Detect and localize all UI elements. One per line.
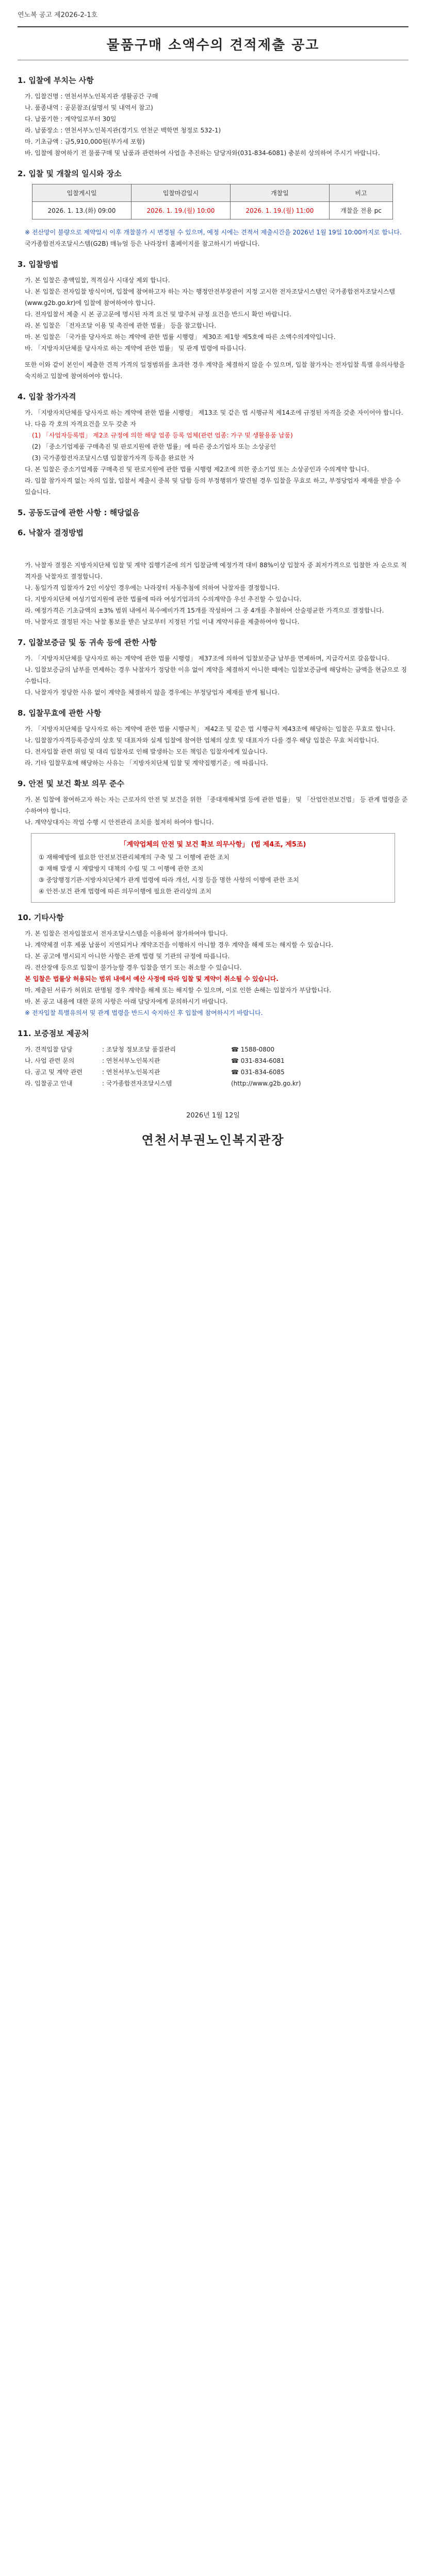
s10-item: 바. 본 공고 내용에 대한 문의 사항은 아래 담당자에게 문의하시기 바랍니다. bbox=[25, 998, 228, 1005]
s4-item: (1) 「사업자등록법」 제2조 규정에 의한 해당 업종 등록 업체(관련 업종: 가구 및 생활용품 납품) bbox=[32, 432, 293, 439]
section-1 bbox=[18, 75, 408, 159]
section-2 bbox=[18, 168, 408, 249]
s6-item: 가. 낙찰자 결정은 지방자치단체 입찰 및 계약 집행기준에 의거 입찰금액 예정가격 대비 88%이상 입찰자 중 최저가격으로 입찰한 자 순으로 적격자를 낙찰자로 결정합니다. bbox=[25, 562, 407, 580]
contact-key: 나. 사업 관련 문의 bbox=[25, 1057, 75, 1064]
s8-item: 가. 「지방자치단체를 당사자로 하는 계약에 관한 법률 시행규칙」 제42조 및 같은 법 시행규칙 제43조에 해당하는 입찰은 무효로 합니다. bbox=[25, 725, 396, 733]
title-box bbox=[18, 26, 408, 60]
schedule-table bbox=[32, 184, 393, 219]
s6-item: 마. 낙찰자로 결정된 자는 낙찰 통보를 받은 날로부터 지정된 기일 이내 계약서류를 제출하여야 합니다. bbox=[25, 618, 300, 625]
s4-item: 가. 「지방자치단체를 당사자로 하는 계약에 관한 법률 시행령」 제13조 및 같은 법 시행규칙 제14조에 규정된 자격을 갖춘 자이어야 합니다. bbox=[25, 409, 403, 416]
issuing-organization: 연천서부권노인복지관장 bbox=[141, 1133, 285, 1147]
s3-item: 나. 본 입찰은 전자입찰 방식이며, 입찰에 참여하고자 하는 자는 행정안전부장관이 지정 고시한 전자조달시스템인 국가종합전자조달시스템(www.g2b.go.kr)에 입찰에 참여하여야 합니다. bbox=[25, 288, 395, 307]
s6-item: 나. 동일가격 입찰자가 2인 이상인 경우에는 나라장터 자동추첨에 의하여 낙찰자를 결정합니다. bbox=[25, 584, 280, 591]
th-open: 개찰일 bbox=[230, 184, 329, 202]
s7-item: 다. 낙찰자가 정당한 사유 없이 계약을 체결하지 않을 경우에는 부정당업자 제재를 받게 됩니다. bbox=[25, 689, 280, 696]
s6-item: 다. 지방자치단체 여성기업지원에 관한 법률에 따라 여성기업과의 수의계약을 우선 추진할 수 있습니다. bbox=[25, 596, 302, 603]
safety-obligation-box bbox=[31, 833, 395, 903]
contact-value: : 국가종합전자조달시스템 bbox=[102, 1080, 172, 1087]
contact-value: : 연천서부노인복지관 bbox=[102, 1069, 160, 1076]
section-4-heading: 4. 입찰 참가자격 bbox=[18, 392, 76, 401]
section-6-heading: 6. 낙찰자 결정방법 bbox=[18, 528, 84, 537]
s8-item: 나. 입찰참가자격등록증상의 상호 및 대표자와 실제 입찰에 참여한 업체의 상호 및 대표자가 다를 경우 해당 입찰은 무효 처리합니다. bbox=[25, 737, 379, 744]
notice-date: 2026년 1월 12일 bbox=[186, 1112, 240, 1120]
section-6-items bbox=[18, 560, 408, 628]
section-11-heading: 11. 보증점보 제공처 bbox=[18, 1029, 89, 1038]
section-5-heading: 5. 공동도급에 관한 사항 : 해당없음 bbox=[18, 508, 140, 517]
s1-item: 다. 납품기한 : 계약일로부터 30일 bbox=[25, 115, 117, 123]
s1-item: 마. 기초금액 : 금5,910,000원(부가세 포함) bbox=[25, 138, 145, 145]
s8-item: 다. 전자입찰 관련 위임 및 대리 입찰자로 인해 발생하는 모든 책임은 입찰자에게 있습니다. bbox=[25, 748, 268, 755]
s10-item: 나. 계약체결 이후 제품 납품이 지연되거나 계약조건을 이행하지 아니할 경우 계약을 해제 또는 해지할 수 있습니다. bbox=[25, 941, 334, 948]
s10-item: 다. 본 공고에 명시되지 아니한 사항은 관계 법령 및 기관의 규정에 따릅니다. bbox=[25, 953, 230, 960]
section-3 bbox=[18, 259, 408, 382]
contact-row bbox=[18, 1055, 408, 1066]
contact-value: : 조달청 정보조달 품질관리 bbox=[102, 1046, 176, 1053]
s1-item: 가. 입찰건명 : 연천서부노인복지관 생활공간 구매 bbox=[25, 93, 158, 100]
td-open: 2026. 1. 19.(월) 11:00 bbox=[230, 202, 329, 219]
section-6 bbox=[18, 527, 408, 538]
section-4 bbox=[18, 391, 408, 498]
s4-item: (3) 국가종합전자조달시스템 입찰참가자격 등록을 완료한 자 bbox=[32, 454, 194, 462]
safety-box-item: ① 재해예방에 필요한 안전보건관리체계의 구축 및 그 이행에 관한 조치 bbox=[39, 854, 230, 861]
spacer bbox=[18, 544, 408, 560]
s4-item: 다. 본 입찰은 중소기업제품 구매촉진 및 판로지원에 관한 법률 시행령 제2조에 의한 중소기업 또는 소상공인과 수의계약 합니다. bbox=[25, 466, 369, 473]
section-1-heading: 1. 입찰에 부치는 사항 bbox=[18, 76, 94, 85]
contact-link[interactable]: (http://www.g2b.go.kr) bbox=[231, 1080, 301, 1087]
s10-item: 가. 본 입찰은 전자입찰로서 전자조달시스템을 이용하여 참가하여야 합니다. bbox=[25, 930, 228, 937]
contact-row bbox=[18, 1066, 408, 1078]
safety-box-item: ④ 안전·보건 관계 법령에 따른 의무이행에 필요한 관리상의 조치 bbox=[39, 888, 211, 895]
contact-phone: ☎ 031-834-6085 bbox=[231, 1069, 285, 1076]
s3-paragraph: 또한 이와 같이 본인이 제출한 견적 가격의 일정범위를 초과한 경우 계약을 체결하지 않을 수 있으며, 입찰 참가자는 전자입찰 특별 유의사항을 숙지하고 입찰에 참여하여야 합니다. bbox=[25, 361, 405, 380]
s3-item: 다. 전자입찰서 제출 시 본 공고문에 명시된 자격 요건 및 발주처 규정 요건을 반드시 확인 바랍니다. bbox=[25, 311, 291, 318]
s9-item: 나. 계약상대자는 작업 수행 시 안전관리 조치를 철저히 하여야 합니다. bbox=[25, 819, 214, 826]
section-7-heading: 7. 입찰보증금 및 동 귀속 등에 관한 사항 bbox=[18, 638, 157, 647]
safety-box-title: 「계약업체의 안전 및 보건 확보 의무사항」 (법 제4조, 제5조) bbox=[120, 841, 306, 849]
s10-blue-note: ※ 전자입찰 특별유의서 및 관계 법령을 반드시 숙지하신 후 입찰에 참여하시기 바랍니다. bbox=[25, 1009, 263, 1016]
page-title: 물품구매 소액수의 견적제출 공고 bbox=[106, 38, 320, 53]
contact-row bbox=[18, 1078, 408, 1089]
s3-item: 가. 본 입찰은 총액입찰, 적격심사 시대상 제외 합니다. bbox=[25, 277, 170, 284]
s3-item: 라. 본 입찰은 「전자조달 이용 및 촉진에 관한 법률」 등을 참고합니다. bbox=[25, 322, 217, 329]
safety-box-item: ③ 중앙행정기관·지방자치단체가 관계 법령에 따라 개선, 시정 등을 명한 사항의 이행에 관한 조치 bbox=[39, 876, 299, 884]
section-10-heading: 10. 기타사항 bbox=[18, 913, 64, 922]
s7-item: 나. 입찰보증금의 납부를 면제하는 경우 낙찰자가 정당한 이유 없이 계약을 체결하지 아니한 때에는 입찰보증금에 해당하는 금액을 현금으로 징수합니다. bbox=[25, 666, 407, 685]
td-note: 개찰을 전용 pc bbox=[329, 202, 392, 219]
contact-phone: ☎ 1588-0800 bbox=[231, 1046, 275, 1053]
th-post: 입찰게시일 bbox=[32, 184, 132, 202]
th-note: 비고 bbox=[329, 184, 392, 202]
s7-item: 가. 「지방자치단체를 당사자로 하는 계약에 관한 법률 시행령」 제37조에 의하여 입찰보증금 납부를 면제하며, 지급각서로 갈음합니다. bbox=[25, 655, 389, 662]
s10-red-note: 본 입찰은 법률상 허용되는 범위 내에서 예산 사정에 따라 입찰 및 계약이 취소될 수 있습니다. bbox=[25, 975, 278, 982]
td-post: 2026. 1. 13.(화) 09:00 bbox=[32, 202, 132, 219]
contact-value: : 연천서부노인복지관 bbox=[102, 1057, 160, 1064]
contact-phone: ☎ 031-834-6081 bbox=[231, 1057, 285, 1064]
s3-item: 마. 본 입찰은 「국가를 당사자로 하는 계약에 관한 법률 시행령」 제30조 제1항 제5호에 따른 소액수의계약입니다. bbox=[25, 333, 336, 341]
s2-note: ※ 전산망이 불량으로 제약일시 이후 개찰불가 시 변경될 수 있으며, 예정 시에는 견적서 제출시간을 2026년 1월 19일 10:00까지로 합니다. bbox=[25, 229, 402, 236]
section-5 bbox=[18, 507, 408, 518]
s4-item: (2) 「중소기업제품 구매촉진 및 판로지원에 관한 법률」에 따른 중소기업자 또는 소상공인 bbox=[32, 443, 276, 450]
s9-item: 가. 본 입찰에 참여하고자 하는 자는 근로자의 안전 및 보건을 위한 「중대재해처벌 등에 관한 법률」 및 「산업안전보건법」 등 관계 법령을 준수하여야 합니다. bbox=[25, 796, 408, 815]
section-9-heading: 9. 안전 및 보건 확보 의무 준수 bbox=[18, 779, 124, 788]
section-11 bbox=[18, 1028, 408, 1089]
s3-item: 바. 「지방자치단체를 당사자로 하는 계약에 관한 법률」 및 관계 법령에 따릅니다. bbox=[25, 345, 247, 352]
s4-item: 라. 입찰 참가자격 없는 자의 입찰, 입찰서 제출시 중복 및 담합 등의 부정행위가 발견될 경우 입찰을 무효로 하고, 부정당업자 제재를 받을 수 있습니다. bbox=[25, 477, 401, 496]
notice-reference: 연노복 공고 제2026-2-1호 bbox=[18, 11, 98, 19]
section-8 bbox=[18, 707, 408, 769]
contact-key: 다. 공고 및 계약 관련 bbox=[25, 1069, 83, 1076]
section-7 bbox=[18, 637, 408, 698]
safety-box-item: ② 재해 발생 시 재발방지 대책의 수립 및 그 이행에 관한 조치 bbox=[39, 865, 204, 872]
contact-key: 가. 견적입찰 담당 bbox=[25, 1046, 73, 1053]
s1-item: 나. 품종내역 : 공문참조(설명서 및 내역서 참고) bbox=[25, 104, 153, 111]
contact-row bbox=[18, 1044, 408, 1055]
s10-item: 라. 전산장애 등으로 입찰이 불가능할 경우 입찰을 연기 또는 취소할 수 있습니다. bbox=[25, 964, 242, 971]
td-deadline: 2026. 1. 19.(월) 10:00 bbox=[131, 202, 230, 219]
section-3-heading: 3. 입찰방법 bbox=[18, 260, 59, 269]
s8-item: 라. 기타 입찰무효에 해당하는 사유는 「지방자치단체 입찰 및 계약집행기준」에 따릅니다. bbox=[25, 759, 268, 767]
section-9 bbox=[18, 778, 408, 903]
section-2-heading: 2. 입찰 및 개찰의 일시와 장소 bbox=[18, 169, 122, 178]
s1-item: 라. 납품장소 : 연천서부노인복지관(경기도 연천군 백학면 청정로 532-1) bbox=[25, 127, 221, 134]
s2-note: 국가종합전자조달시스템(G2B) 매뉴얼 등은 나라장터 홈페이지를 참고하시기 바랍니다. bbox=[25, 240, 260, 247]
s10-item: 마. 제출된 서류가 허위로 판명될 경우 계약을 해제 또는 해지할 수 있으며, 이로 인한 손해는 입찰자가 부담합니다. bbox=[25, 987, 332, 994]
s6-item: 라. 예정가격은 기초금액의 ±3% 범위 내에서 복수예비가격 15개를 작성하여 그 중 4개를 추첨하여 산술평균한 가격으로 결정합니다. bbox=[25, 607, 384, 614]
s1-item: 바. 입찰에 참여하기 전 물품구매 및 납품과 관련하여 사업을 추진하는 담당자와(031-834-6081) 충분히 상의하여 주시기 바랍니다. bbox=[25, 149, 380, 157]
contact-key: 라. 입찰공고 안내 bbox=[25, 1080, 73, 1087]
section-10 bbox=[18, 912, 408, 1019]
s4-item: 나. 다음 각 호의 자격요건을 모두 갖춘 자 bbox=[25, 420, 136, 428]
section-8-heading: 8. 입찰무효에 관한 사항 bbox=[18, 708, 102, 718]
th-deadline: 입찰마감일시 bbox=[131, 184, 230, 202]
